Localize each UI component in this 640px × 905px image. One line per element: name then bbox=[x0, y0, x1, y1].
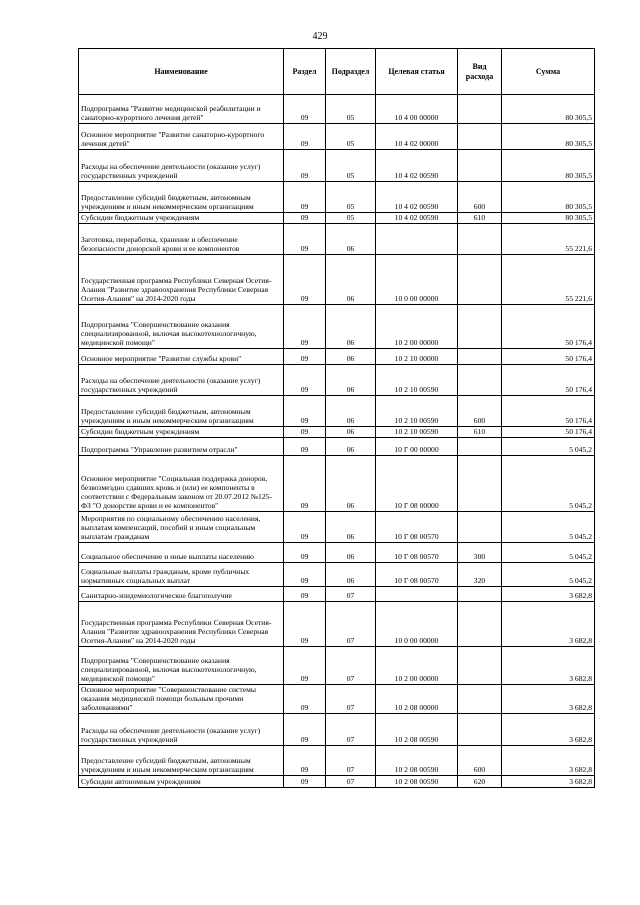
cell-code: 10 4 02 00000 bbox=[376, 124, 458, 150]
cell-name: Государственная программа Республики Северная Осетия-Алания "Развитие здравоохранения Республики Северная Осетия-Алания" на 2014-2020 годы bbox=[79, 602, 284, 647]
cell-name: Заготовка, переработка, хранение и обеспечение безопасности донорской крови и ее компонентов bbox=[79, 224, 284, 255]
cell-section: 09 bbox=[284, 563, 326, 587]
cell-type bbox=[458, 512, 502, 543]
cell-name: Социальные выплаты гражданам, кроме публичных нормативных социальных выплат bbox=[79, 563, 284, 587]
cell-sum: 5 045,2 bbox=[502, 512, 595, 543]
cell-sum: 50 176,4 bbox=[502, 305, 595, 349]
cell-section: 09 bbox=[284, 124, 326, 150]
table-row bbox=[79, 365, 595, 396]
cell-sum: 3 682,8 bbox=[502, 602, 595, 647]
cell-subsection: 07 bbox=[326, 647, 376, 685]
cell-code: 10 0 00 00000 bbox=[376, 602, 458, 647]
cell-type bbox=[458, 305, 502, 349]
table-row bbox=[79, 543, 595, 563]
page-number: 429 bbox=[312, 31, 328, 42]
cell-sum: 3 682,8 bbox=[502, 587, 595, 602]
cell-type bbox=[458, 365, 502, 396]
cell-subsection: 06 bbox=[326, 543, 376, 563]
cell-type bbox=[458, 438, 502, 456]
cell-section: 09 bbox=[284, 587, 326, 602]
cell-section: 09 bbox=[284, 685, 326, 714]
cell-type bbox=[458, 647, 502, 685]
cell-name: Основное мероприятие "Развитие службы крови" bbox=[79, 349, 284, 365]
cell-subsection: 06 bbox=[326, 438, 376, 456]
cell-subsection: 05 bbox=[326, 213, 376, 224]
cell-section: 09 bbox=[284, 255, 326, 305]
cell-type: 610 bbox=[458, 213, 502, 224]
cell-section: 09 bbox=[284, 365, 326, 396]
cell-type: 600 bbox=[458, 396, 502, 427]
table-header-row bbox=[79, 49, 595, 95]
table-row bbox=[79, 150, 595, 182]
table-row bbox=[79, 587, 595, 602]
cell-section: 09 bbox=[284, 305, 326, 349]
cell-name: Подпрограмма "Управление развитием отрасли" bbox=[79, 438, 284, 456]
cell-sum: 80 305,5 bbox=[502, 213, 595, 224]
cell-sum: 50 176,4 bbox=[502, 427, 595, 438]
cell-subsection: 06 bbox=[326, 396, 376, 427]
cell-code bbox=[376, 224, 458, 255]
cell-sum: 80 305,5 bbox=[502, 95, 595, 124]
cell-sum: 3 682,8 bbox=[502, 647, 595, 685]
cell-code: 10 2 08 00000 bbox=[376, 685, 458, 714]
table-row bbox=[79, 224, 595, 255]
cell-sum: 5 045,2 bbox=[502, 438, 595, 456]
cell-type: 620 bbox=[458, 776, 502, 788]
cell-type bbox=[458, 602, 502, 647]
table-row bbox=[79, 512, 595, 543]
cell-code: 10 Г 08 00570 bbox=[376, 563, 458, 587]
cell-subsection: 07 bbox=[326, 602, 376, 647]
cell-sum: 80 305,5 bbox=[502, 182, 595, 213]
table-row bbox=[79, 685, 595, 714]
cell-type: 610 bbox=[458, 427, 502, 438]
cell-name: Предоставление субсидий бюджетным, автономным учреждениям и иным некоммерческим организациям bbox=[79, 396, 284, 427]
header-subsection: Подраздел bbox=[326, 49, 376, 95]
cell-sum: 3 682,8 bbox=[502, 746, 595, 776]
cell-subsection: 05 bbox=[326, 150, 376, 182]
header-type: Вид расхода bbox=[458, 49, 502, 95]
cell-subsection: 06 bbox=[326, 427, 376, 438]
cell-sum: 3 682,8 bbox=[502, 776, 595, 788]
table-row bbox=[79, 602, 595, 647]
cell-type bbox=[458, 714, 502, 746]
cell-code: 10 Г 00 00000 bbox=[376, 438, 458, 456]
cell-code: 10 4 02 00590 bbox=[376, 213, 458, 224]
cell-type bbox=[458, 95, 502, 124]
cell-subsection: 05 bbox=[326, 95, 376, 124]
cell-name: Расходы на обеспечение деятельности (оказание услуг) государственных учреждений bbox=[79, 150, 284, 182]
cell-subsection: 06 bbox=[326, 349, 376, 365]
cell-subsection: 06 bbox=[326, 456, 376, 512]
cell-type bbox=[458, 587, 502, 602]
cell-sum: 50 176,4 bbox=[502, 396, 595, 427]
cell-code: 10 2 08 00590 bbox=[376, 776, 458, 788]
table-row bbox=[79, 396, 595, 427]
table-row bbox=[79, 213, 595, 224]
cell-code: 10 Г 08 00000 bbox=[376, 456, 458, 512]
table-row bbox=[79, 647, 595, 685]
cell-name: Основное мероприятие "Развитие санаторно-курортного лечения детей" bbox=[79, 124, 284, 150]
cell-name: Государственная программа Республики Северная Осетия-Алания "Развитие здравоохранения Республики Северная Осетия-Алания" на 2014-2020 годы bbox=[79, 255, 284, 305]
cell-section: 09 bbox=[284, 182, 326, 213]
table-row bbox=[79, 95, 595, 124]
cell-subsection: 07 bbox=[326, 776, 376, 788]
cell-name: Расходы на обеспечение деятельности (оказание услуг) государственных учреждений bbox=[79, 365, 284, 396]
cell-sum: 5 045,2 bbox=[502, 563, 595, 587]
cell-subsection: 06 bbox=[326, 255, 376, 305]
table-row bbox=[79, 427, 595, 438]
cell-subsection: 07 bbox=[326, 714, 376, 746]
cell-code: 10 4 02 00590 bbox=[376, 150, 458, 182]
cell-code: 10 0 00 00000 bbox=[376, 255, 458, 305]
header-section: Раздел bbox=[284, 49, 326, 95]
cell-sum: 55 221,6 bbox=[502, 255, 595, 305]
cell-code bbox=[376, 587, 458, 602]
cell-name: Подпрограмма "Совершенствование оказания специализированной, включая высокотехнологичную, медицинской помощи" bbox=[79, 647, 284, 685]
table-row bbox=[79, 438, 595, 456]
budget-table bbox=[78, 48, 595, 788]
cell-type bbox=[458, 224, 502, 255]
cell-code: 10 2 10 00590 bbox=[376, 427, 458, 438]
cell-code: 10 2 00 00000 bbox=[376, 647, 458, 685]
cell-sum: 55 221,6 bbox=[502, 224, 595, 255]
cell-section: 09 bbox=[284, 224, 326, 255]
cell-code: 10 2 00 00000 bbox=[376, 305, 458, 349]
cell-code: 10 2 10 00000 bbox=[376, 349, 458, 365]
cell-section: 09 bbox=[284, 647, 326, 685]
cell-code: 10 2 08 00590 bbox=[376, 746, 458, 776]
header-name: Наименование bbox=[79, 49, 284, 95]
cell-section: 09 bbox=[284, 776, 326, 788]
cell-section: 09 bbox=[284, 396, 326, 427]
table-row bbox=[79, 305, 595, 349]
cell-name: Подпрограмма "Совершенствование оказания специализированной, включая высокотехнологичную, медицинской помощи" bbox=[79, 305, 284, 349]
cell-type bbox=[458, 150, 502, 182]
cell-name: Мероприятия по социальному обеспечению населения, выплатам компенсаций, пособий и иным социальным выплатам гражданам bbox=[79, 512, 284, 543]
cell-name: Санитарно-эпидемиологическое благополучие bbox=[79, 587, 284, 602]
header-code: Целевая статья bbox=[376, 49, 458, 95]
cell-code: 10 2 08 00590 bbox=[376, 714, 458, 746]
cell-section: 09 bbox=[284, 438, 326, 456]
table-row bbox=[79, 776, 595, 788]
cell-name: Субсидии бюджетным учреждениям bbox=[79, 427, 284, 438]
table-row bbox=[79, 746, 595, 776]
cell-section: 09 bbox=[284, 427, 326, 438]
table-row bbox=[79, 456, 595, 512]
cell-subsection: 05 bbox=[326, 124, 376, 150]
cell-sum: 80 305,5 bbox=[502, 124, 595, 150]
cell-subsection: 07 bbox=[326, 587, 376, 602]
cell-subsection: 06 bbox=[326, 365, 376, 396]
cell-name: Расходы на обеспечение деятельности (оказание услуг) государственных учреждений bbox=[79, 714, 284, 746]
cell-sum: 3 682,8 bbox=[502, 685, 595, 714]
cell-sum: 80 305,5 bbox=[502, 150, 595, 182]
table-row bbox=[79, 563, 595, 587]
cell-name: Субсидии бюджетным учреждениям bbox=[79, 213, 284, 224]
cell-type bbox=[458, 685, 502, 714]
cell-type bbox=[458, 124, 502, 150]
cell-type: 320 bbox=[458, 563, 502, 587]
table-row bbox=[79, 714, 595, 746]
cell-name: Подпрограмма "Развитие медицинской реабилитации и санаторно-курортного лечения детей" bbox=[79, 95, 284, 124]
cell-sum: 5 045,2 bbox=[502, 543, 595, 563]
cell-section: 09 bbox=[284, 512, 326, 543]
cell-section: 09 bbox=[284, 714, 326, 746]
cell-code: 10 Г 08 00570 bbox=[376, 543, 458, 563]
cell-sum: 50 176,4 bbox=[502, 349, 595, 365]
cell-sum: 50 176,4 bbox=[502, 365, 595, 396]
cell-subsection: 07 bbox=[326, 685, 376, 714]
cell-type: 300 bbox=[458, 543, 502, 563]
cell-subsection: 05 bbox=[326, 182, 376, 213]
cell-name: Социальное обеспечение и иные выплаты населению bbox=[79, 543, 284, 563]
cell-code: 10 4 02 00590 bbox=[376, 182, 458, 213]
table-row bbox=[79, 182, 595, 213]
cell-subsection: 06 bbox=[326, 563, 376, 587]
cell-name: Предоставление субсидий бюджетным, автономным учреждениям и иным некоммерческим организациям bbox=[79, 746, 284, 776]
cell-section: 09 bbox=[284, 456, 326, 512]
cell-name: Предоставление субсидий бюджетным, автономным учреждениям и иным некоммерческим организациям bbox=[79, 182, 284, 213]
cell-subsection: 06 bbox=[326, 512, 376, 543]
cell-code: 10 2 10 00590 bbox=[376, 365, 458, 396]
cell-name: Основное мероприятие "Социальная поддержка доноров, безвозмездно сдавших кровь и (или) ее компоненты в соответствии с Федеральным законом от 20.07.2012 №125-ФЗ "О донорстве крови и ее компонентов" bbox=[79, 456, 284, 512]
cell-code: 10 2 10 00590 bbox=[376, 396, 458, 427]
header-sum: Сумма bbox=[502, 49, 595, 95]
cell-type: 600 bbox=[458, 746, 502, 776]
cell-name: Субсидии автономным учреждениям bbox=[79, 776, 284, 788]
cell-code: 10 4 00 00000 bbox=[376, 95, 458, 124]
cell-section: 09 bbox=[284, 95, 326, 124]
cell-section: 09 bbox=[284, 543, 326, 563]
cell-subsection: 07 bbox=[326, 746, 376, 776]
table-row bbox=[79, 124, 595, 150]
cell-section: 09 bbox=[284, 746, 326, 776]
cell-type bbox=[458, 255, 502, 305]
cell-name: Основное мероприятие "Совершенствование системы оказания медицинской помощи больным прочими заболеваниями" bbox=[79, 685, 284, 714]
cell-type: 600 bbox=[458, 182, 502, 213]
table-row bbox=[79, 349, 595, 365]
cell-subsection: 06 bbox=[326, 305, 376, 349]
cell-type bbox=[458, 456, 502, 512]
cell-sum: 3 682,8 bbox=[502, 714, 595, 746]
cell-section: 09 bbox=[284, 602, 326, 647]
cell-code: 10 Г 08 00570 bbox=[376, 512, 458, 543]
cell-subsection: 06 bbox=[326, 224, 376, 255]
table-row bbox=[79, 255, 595, 305]
cell-sum: 5 045,2 bbox=[502, 456, 595, 512]
cell-section: 09 bbox=[284, 349, 326, 365]
cell-type bbox=[458, 349, 502, 365]
cell-section: 09 bbox=[284, 150, 326, 182]
cell-section: 09 bbox=[284, 213, 326, 224]
